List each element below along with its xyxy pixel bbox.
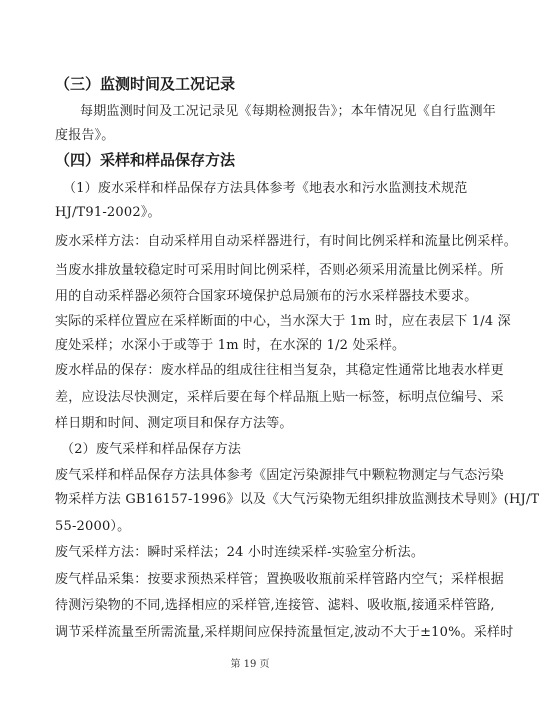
paragraph-line: 当废水排放量较稳定时可采用时间比例采样，否则必须采用流量比例采样。所 xyxy=(55,263,504,278)
paragraph-line: 待测污染物的不同,选择相应的采样管,连接管、滤料、吸收瓶,接通采样管路, xyxy=(55,598,495,613)
paragraph-line: 调节采样流量至所需流量,采样期间应保持流量恒定,波动不大于±10%。采样时 xyxy=(55,625,514,640)
paragraph-line: 废气样品采集：按要求预热采样管；置换吸收瓶前采样管路内空气；采样根据 xyxy=(55,572,504,587)
paragraph-line: （1）废水采样和样品保存方法具体参考《地表水和污水监测技术规范 xyxy=(63,181,468,196)
paragraph-line: 样日期和时间、测定项目和保存方法等。 xyxy=(55,416,293,431)
paragraph-line: 物采样方法 GB16157-1996》以及《大气污染物无组织排放监测技术导则》(HJ/T xyxy=(55,492,539,507)
paragraph-line: 废水样品的保存：废水样品的组成往往相当复杂，其稳定性通常比地表水样更 xyxy=(55,363,504,378)
paragraph-line: 差，应设法尽快测定，采样后要在每个样品瓶上贴一标签，标明点位编号、采 xyxy=(55,390,504,405)
section-heading-sampling-methods: （四）采样和样品保存方法 xyxy=(55,151,236,169)
page-number: 第 19 页 xyxy=(230,659,270,670)
paragraph-line: 度报告》。 xyxy=(55,128,115,143)
paragraph-line: 实际的采样位置应在采样断面的中心，当水深大于 1m 时，应在表层下 1/4 深 xyxy=(55,314,511,329)
paragraph-line: 度处采样；水深小于或等于 1m 时，在水深的 1/2 处采样。 xyxy=(55,338,406,353)
section-heading-monitoring-time: （三）监测时间及工况记录 xyxy=(55,75,236,93)
paragraph-line: 废气采样和样品保存方法具体参考《固定污染源排气中颗粒物测定与气态污染 xyxy=(55,468,504,483)
paragraph-line: 每期监测时间及工况记录见《每期检测报告》；本年情况见《自行监测年 xyxy=(80,104,496,119)
paragraph-line: 用的自动采样器必须符合国家环境保护总局颁布的污水采样器技术要求。 xyxy=(55,289,478,304)
paragraph-line: HJ/T91-2002》。 xyxy=(55,205,161,220)
paragraph-line: （2）废气采样和样品保存方法 xyxy=(61,442,242,457)
paragraph-line: 废气采样方法：瞬时采样法；24 小时连续采样-实验室分析法。 xyxy=(55,545,425,560)
paragraph-line: 55-2000）。 xyxy=(55,519,131,534)
paragraph-line: 废水采样方法：自动采样用自动采样器进行，有时间比例采样和流量比例采样。 xyxy=(55,234,518,249)
